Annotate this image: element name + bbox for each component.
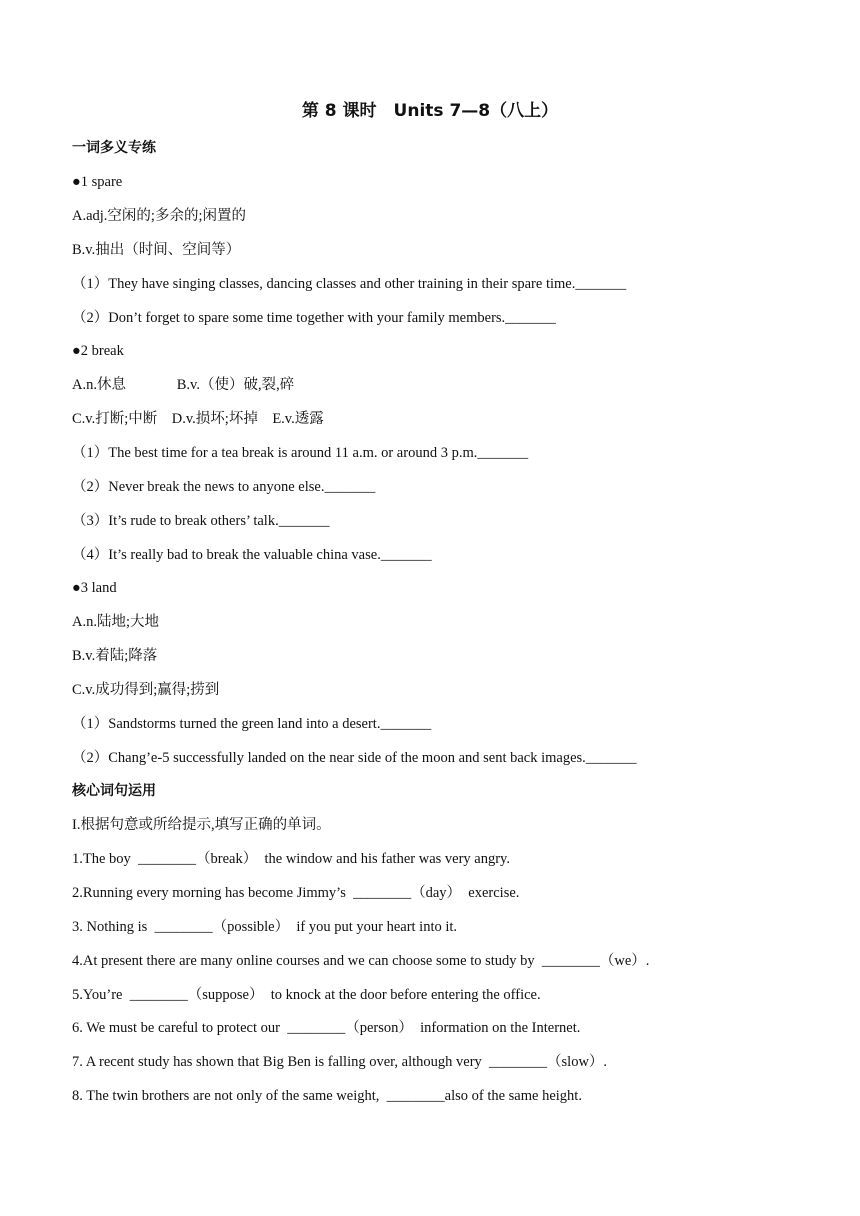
definition-spare-b: B.v.抽出（时间、空间等） <box>72 242 241 258</box>
question-land-1: （1）Sandstorms turned the green land into a desert._______ <box>72 716 432 732</box>
fill-blank-item: 7. A recent study has shown that Big Ben is falling over, although very ________（slow）. <box>72 1054 608 1070</box>
question-break-2: （2）Never break the news to anyone else._______ <box>72 479 376 495</box>
word-label-spare: ●1 spare <box>72 174 123 190</box>
definition-land-a: A.n.陆地;大地 <box>72 614 159 630</box>
word-label-land: ●3 land <box>72 580 117 596</box>
fill-blank-item: 3. Nothing is ________（possible） if you put your heart into it. <box>72 919 458 935</box>
fill-blank-item: 5.You’re ________（suppose） to knock at the door before entering the office. <box>72 987 541 1003</box>
fill-blank-item: 8. The twin brothers are not only of the same weight, ________also of the same height. <box>72 1088 582 1104</box>
section-instruction: I.根据句意或所给提示,填写正确的单词。 <box>72 817 331 833</box>
definition-break-cde: C.v.打断;中断 D.v.损坏;坏掉 E.v.透露 <box>72 411 324 427</box>
definition-land-b: B.v.着陆;降落 <box>72 648 158 664</box>
question-land-2: （2）Chang’e-5 successfully landed on the near side of the moon and sent back images._______ <box>72 750 637 766</box>
section-heading-polysemy: 一词多义专练 <box>72 140 156 156</box>
section-heading-core: 核心词句运用 <box>72 783 156 799</box>
fill-blank-item: 2.Running every morning has become Jimmy’s ________（day） exercise. <box>72 885 520 901</box>
fill-blank-item: 1.The boy ________（break） the window and his father was very angry. <box>72 851 510 867</box>
definition-spare-a: A.adj.空闲的;多余的;闲置的 <box>72 208 246 224</box>
question-spare-2: （2）Don’t forget to spare some time together with your family members._______ <box>72 310 556 326</box>
question-break-4: （4）It’s really bad to break the valuable china vase._______ <box>72 547 432 563</box>
page-title: 第 8 课时 Units 7—8（八上） <box>301 101 559 121</box>
fill-blank-item: 4.At present there are many online courses and we can choose some to study by ________（we）. <box>72 953 650 969</box>
fill-blank-item: 6. We must be careful to protect our ________（person） information on the Internet. <box>72 1020 581 1036</box>
word-label-break: ●2 break <box>72 343 124 359</box>
question-break-3: （3）It’s rude to break others’ talk._______ <box>72 513 330 529</box>
definition-land-c: C.v.成功得到;赢得;捞到 <box>72 682 220 698</box>
question-break-1: （1）The best time for a tea break is around 11 a.m. or around 3 p.m._______ <box>72 445 529 461</box>
definition-break-ab: A.n.休息 B.v.（使）破,裂,碎 <box>72 377 295 393</box>
question-spare-1: （1）They have singing classes, dancing classes and other training in their spare time._______ <box>72 276 627 292</box>
